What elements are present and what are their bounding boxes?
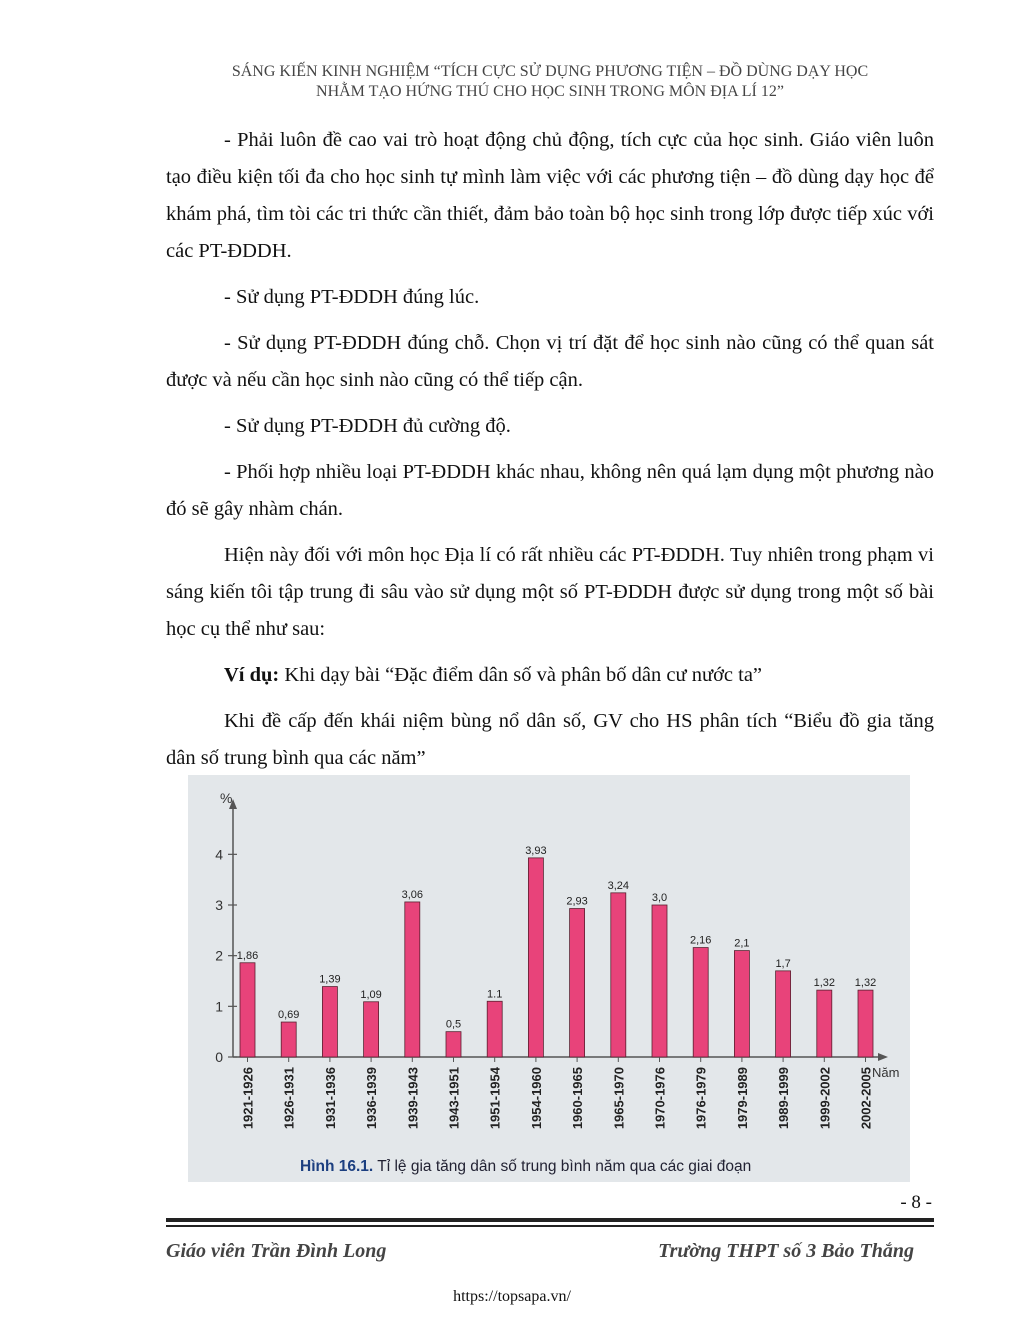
source-url[interactable]: https://topsapa.vn/ [453, 1288, 571, 1305]
bar [364, 1002, 379, 1057]
x-category-label: 1989-1999 [776, 1067, 792, 1130]
x-category-label: 1979-1989 [734, 1067, 750, 1130]
example-text: Khi dạy bài “Đặc điểm dân số và phân bố dân cư nước ta” [279, 664, 763, 686]
bar-value-label: 2,93 [566, 895, 588, 908]
figure-caption [300, 1158, 751, 1175]
bar-value-label: 1,32 [813, 977, 836, 990]
figure-caption-label: Hình 16.1. [300, 1158, 374, 1175]
paragraph-4: - Sử dụng PT-ĐDDH đủ cường độ. [224, 415, 511, 437]
bar [487, 1001, 502, 1057]
header-line-2: NHẰM TẠO HỨNG THÚ CHO HỌC SINH TRONG MÔN ĐỊA LÍ 12” [316, 83, 784, 100]
x-category-label: 1939-1943 [405, 1067, 421, 1130]
bar [528, 858, 543, 1057]
bar-value-label: 1,7 [775, 957, 791, 970]
y-tick-label: 0 [215, 1049, 223, 1065]
bar-value-label: 3,0 [651, 892, 668, 904]
paragraph-5: - Phối hợp nhiều loại PT-ĐDDH khác nhau, không nên quá lạm dụng một phương nào đó sẽ gây nhàm chán. [166, 461, 934, 520]
x-category-label: 1931-1936 [322, 1067, 338, 1130]
example-label: Ví dụ: [224, 664, 280, 686]
paragraph-7 [166, 657, 934, 694]
header-line-1: SÁNG KIẾN KINH NGHIỆM “TÍCH CỰC SỬ DỤNG PHƯƠNG TIỆN – ĐỒ DÙNG DẠY HỌC [231, 63, 869, 80]
footer-rule-thin [166, 1225, 934, 1227]
y-tick-label: 2 [215, 947, 223, 964]
bar [776, 971, 791, 1057]
x-category-label: 1976-1979 [693, 1067, 709, 1130]
paragraph-6: Hiện này đối với môn học Địa lí có rất nhiều các PT-ĐDDH. Tuy nhiên trong phạm vi sáng kiến tôi tập trung đi sâu vào sử dụng một số PT-ĐDDH được sử dụng trong một số bài học cụ thể như sau: [166, 544, 934, 640]
x-category-label: 1970-1976 [652, 1067, 668, 1130]
chart-figure [188, 775, 910, 1182]
y-axis-label: % [220, 790, 233, 806]
bar [858, 990, 873, 1057]
x-category-label: 1926-1931 [281, 1067, 297, 1130]
bar [446, 1032, 461, 1057]
paragraph-1: - Phải luôn đề cao vai trò hoạt động chủ động, tích cực của học sinh. Giáo viên luôn tạo điều kiện tối đa cho học sinh tự mình làm việc với các phương tiện – đồ dùng dạy học để khám phá, tìm tòi các tri thức cần thiết, đảm bảo toàn bộ học sinh trong lớp được tiếp xúc với các PT-ĐDDH. [166, 129, 934, 262]
x-axis-label: Năm [872, 1065, 900, 1080]
x-category-label: 1965-1970 [611, 1067, 627, 1130]
bar-value-label: 1,32 [854, 977, 877, 990]
bar [652, 905, 667, 1057]
y-tick-label: 1 [215, 998, 223, 1015]
bar-value-label: 3,24 [607, 879, 630, 892]
footer-rule-thick [166, 1218, 934, 1222]
population-growth-chart [188, 775, 910, 1182]
x-category-label: 1943-1951 [446, 1067, 462, 1130]
bar-value-label: 1,09 [360, 988, 382, 1001]
bar [693, 948, 708, 1057]
bar-value-label: 1.1 [487, 988, 503, 1001]
bar [570, 909, 585, 1057]
x-category-label: 1999-2002 [817, 1067, 833, 1130]
page-number: - 8 - [900, 1192, 932, 1213]
bar-value-label: 2,1 [734, 937, 750, 950]
bar-value-label: 3,93 [525, 844, 547, 857]
paragraph-8: Khi đề cấp đến khái niệm bùng nổ dân số, GV cho HS phân tích “Biểu đồ gia tăng dân số trung bình qua các năm” [166, 710, 934, 769]
bar-value-label: 0,5 [445, 1018, 462, 1031]
x-category-label: 1936-1939 [364, 1067, 380, 1130]
bar-value-label: 1,39 [319, 973, 341, 986]
paragraph-2: - Sử dụng PT-ĐDDH đúng lúc. [224, 286, 480, 308]
bar [611, 893, 626, 1057]
bar-value-label: 2,16 [689, 934, 712, 947]
bar [734, 951, 749, 1057]
bar [405, 902, 420, 1057]
bar-value-label: 0,69 [277, 1009, 300, 1022]
bar [322, 987, 337, 1057]
document-header [120, 62, 980, 102]
x-category-label: 2002-2005 [858, 1067, 874, 1130]
x-category-label: 1951-1954 [487, 1067, 503, 1130]
x-axis-arrow [878, 1053, 888, 1061]
x-category-label: 1960-1965 [570, 1067, 586, 1130]
paragraph-3: - Sử dụng PT-ĐDDH đúng chỗ. Chọn vị trí đặt để học sinh nào cũng có thể quan sát được và nếu cần học sinh nào cũng có thể tiếp cận. [166, 332, 934, 391]
figure-caption-text: Tỉ lệ gia tăng dân số trung bình năm qua các giai đoạn [373, 1158, 752, 1175]
bar [281, 1022, 296, 1057]
bar-value-label: 1,86 [236, 949, 259, 962]
bar-value-label: 3,06 [401, 888, 424, 901]
bar [817, 990, 832, 1057]
bar [240, 963, 255, 1057]
footer-school: Trường THPT số 3 Bảo Thắng [658, 1240, 914, 1262]
body-text [166, 122, 934, 786]
footer-teacher: Giáo viên Trần Đình Long [166, 1240, 387, 1262]
x-category-label: 1921-1926 [240, 1067, 256, 1130]
y-tick-label: 4 [215, 846, 223, 863]
x-category-label: 1954-1960 [528, 1067, 544, 1130]
y-tick-label: 3 [215, 897, 223, 913]
